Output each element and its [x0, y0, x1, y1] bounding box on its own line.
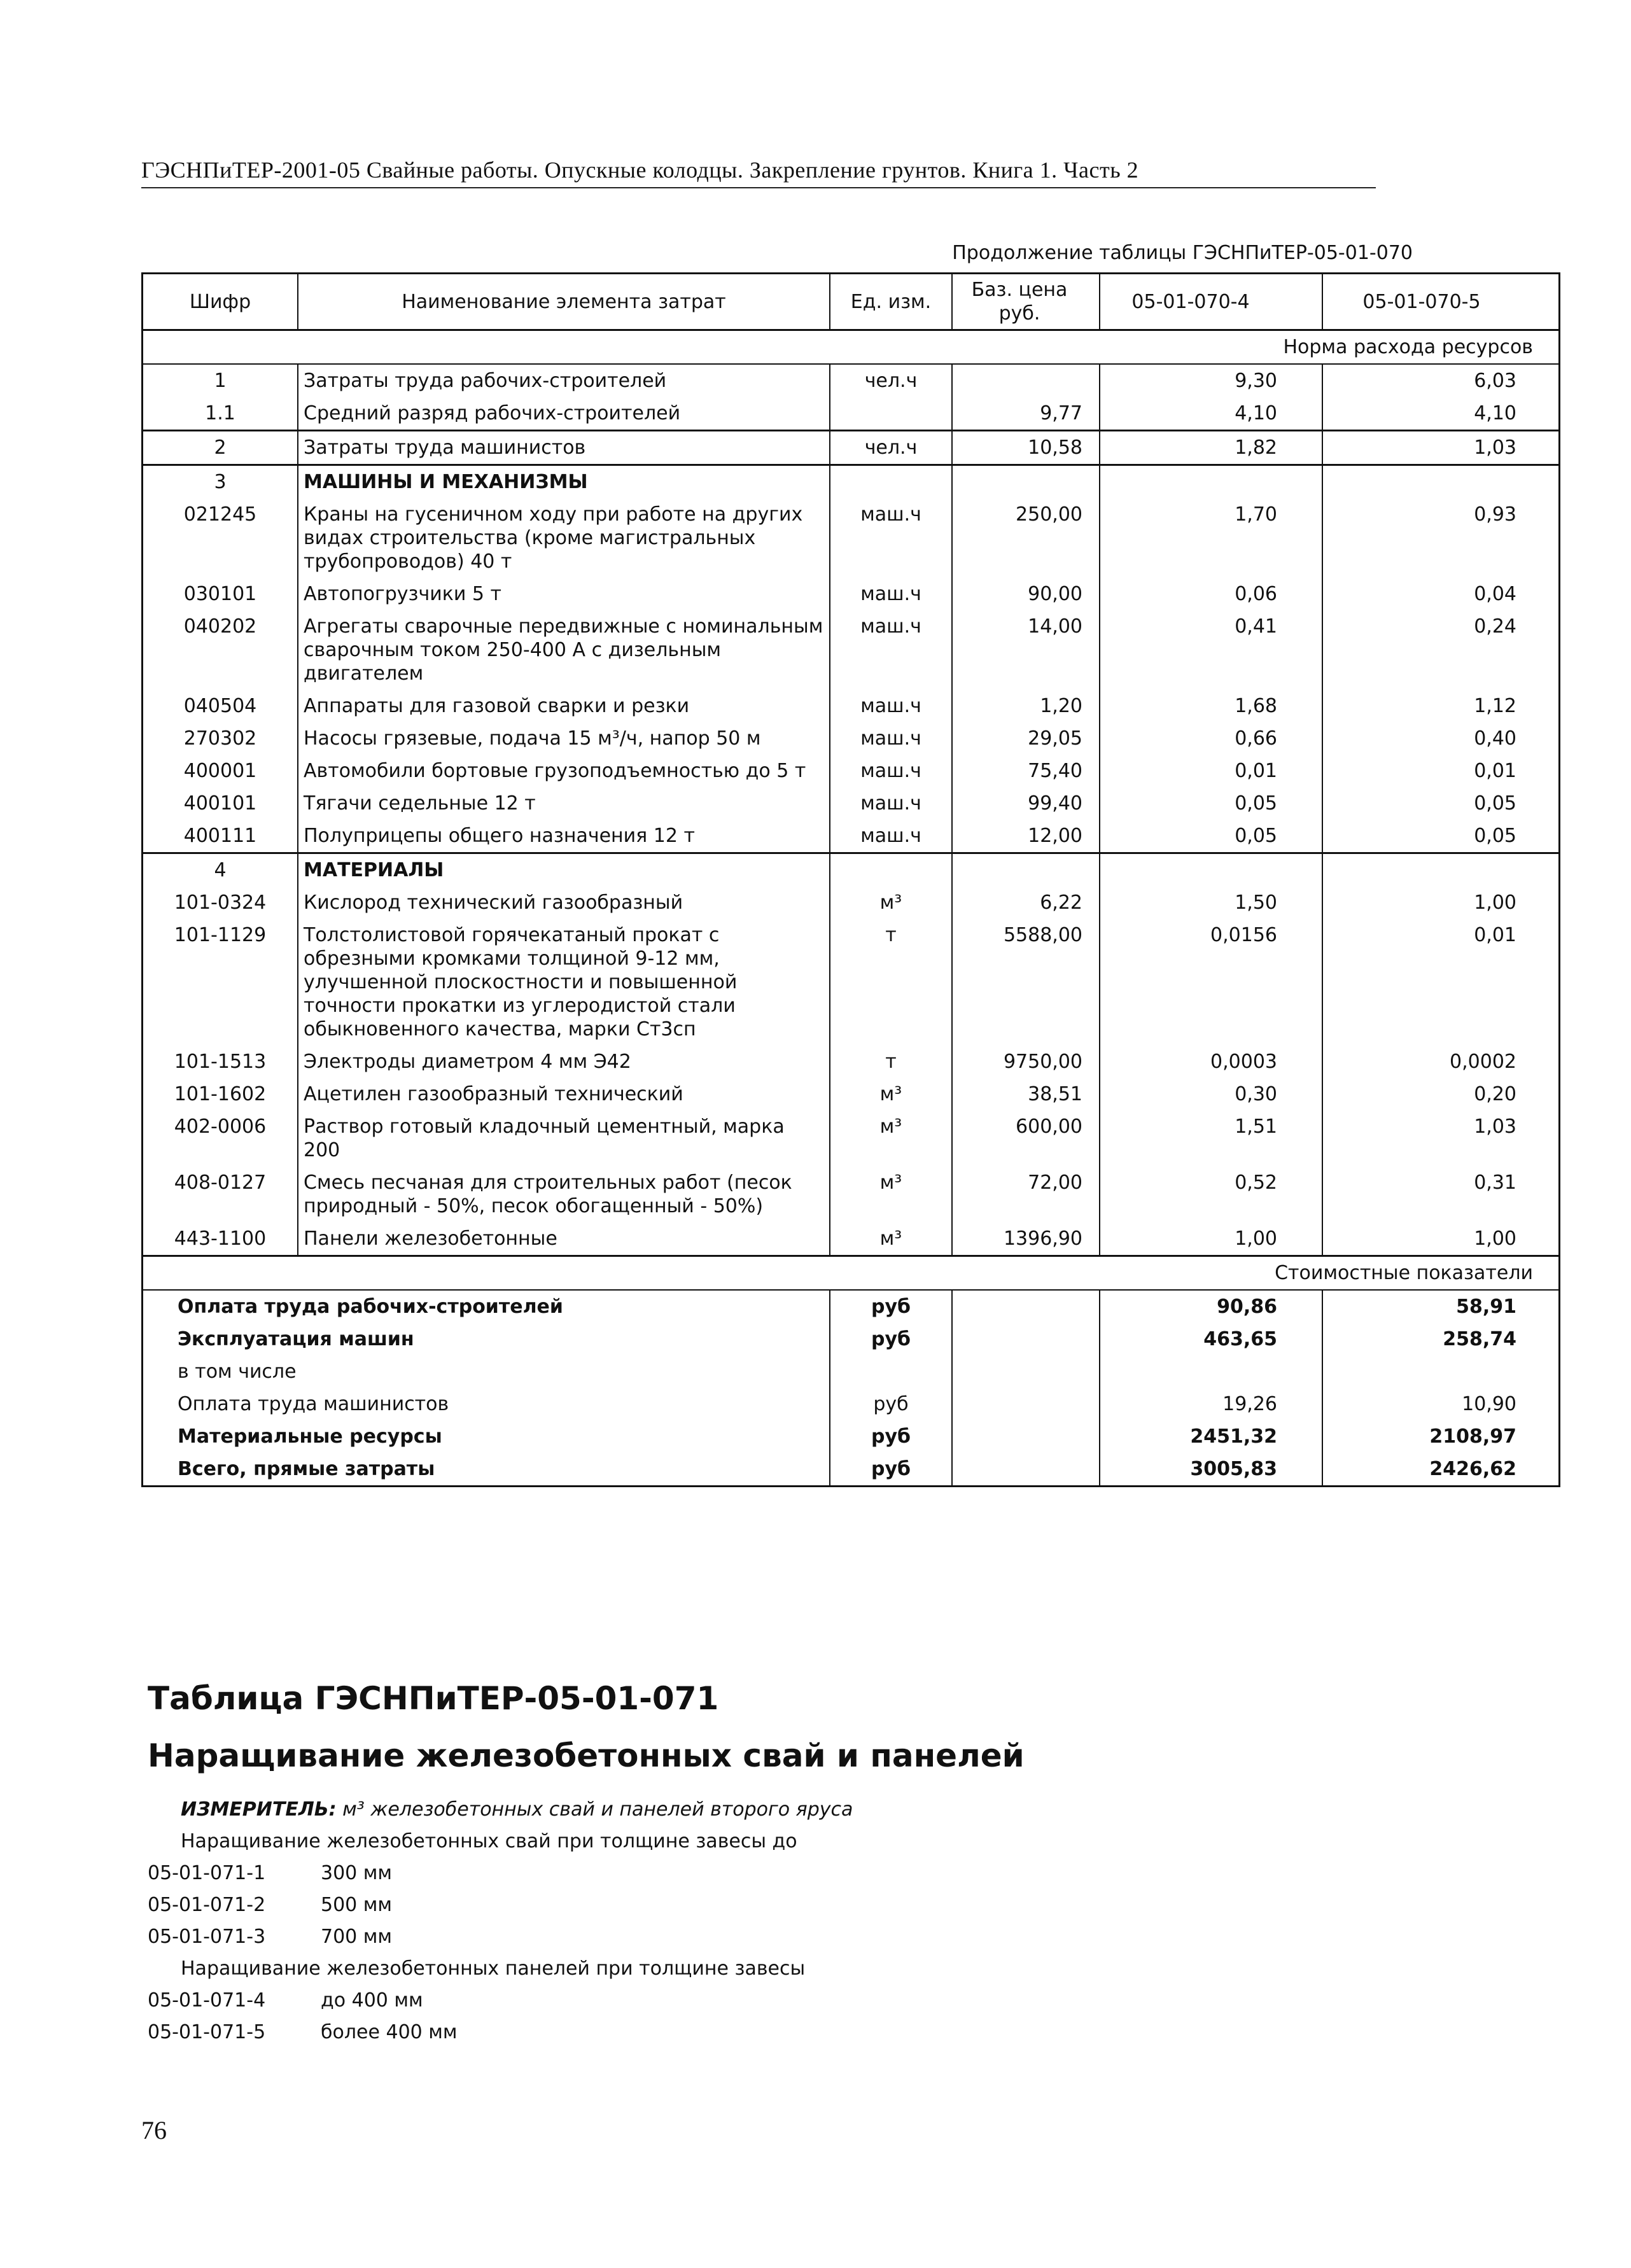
section-row-machines: [143, 465, 1560, 499]
table-row: [143, 690, 1560, 722]
row-unit: [830, 397, 952, 431]
table-row: [143, 1166, 1560, 1222]
cost-value-5: 2426,62: [1322, 1453, 1560, 1487]
page-number: 76: [141, 2116, 167, 2145]
row-value-5: 0,31: [1322, 1166, 1560, 1222]
row-price: 90,00: [952, 578, 1100, 610]
row-price: 1396,90: [952, 1222, 1100, 1256]
cost-label: Оплата труда рабочих-строителей: [178, 1296, 563, 1318]
table-row: [143, 1110, 1560, 1166]
row-value-5: 1,03: [1322, 1110, 1560, 1166]
column-header-code: Шифр: [143, 274, 298, 330]
row-name: Автомобили бортовые грузоподъемностью до 5 т: [298, 755, 830, 787]
column-header-070-4: 05-01-070-4: [1100, 274, 1322, 330]
row-value-5: 0,0002: [1322, 1046, 1560, 1078]
row-value-4: 1,51: [1100, 1110, 1322, 1166]
row-code: 400001: [183, 760, 257, 782]
row-value-5: 6,03: [1322, 364, 1560, 397]
row-price: [952, 364, 1100, 397]
cost-row: [143, 1323, 1560, 1355]
table-row: [143, 610, 1560, 690]
row-value-4: 1,68: [1100, 690, 1322, 722]
row-price: 12,00: [952, 820, 1100, 853]
row-value-5: 4,10: [1322, 397, 1560, 431]
row-code: 101-1129: [174, 924, 267, 946]
running-header: ГЭСНПиТЕР-2001-05 Свайные работы. Опускные колодцы. Закрепление грунтов. Книга 1. Часть 2: [141, 157, 1376, 188]
row-price: 9,77: [952, 397, 1100, 431]
row-name: Аппараты для газовой сварки и резки: [298, 690, 830, 722]
row-value-5: 0,20: [1322, 1078, 1560, 1110]
cost-value-5: 2108,97: [1322, 1420, 1560, 1453]
section-code: 4: [143, 853, 298, 887]
norm-subheader-row: [143, 330, 1560, 365]
cost-value-5: 10,90: [1322, 1388, 1560, 1420]
row-name: Раствор готовый кладочный цементный, марка 200: [298, 1110, 830, 1166]
table-row: [143, 1046, 1560, 1078]
cost-label: в том числе: [178, 1361, 297, 1383]
row-unit: маш.ч: [830, 755, 952, 787]
row-price: 38,51: [952, 1078, 1100, 1110]
cost-value-4: 2451,32: [1100, 1420, 1322, 1453]
row-name: Затраты труда машинистов: [298, 431, 830, 465]
item-text: 700 мм: [321, 1926, 393, 1948]
row-code: 400111: [183, 825, 257, 847]
table-row: [143, 1078, 1560, 1110]
row-value-4: 0,06: [1100, 578, 1322, 610]
row-unit: м³: [830, 1078, 952, 1110]
row-unit: маш.ч: [830, 690, 952, 722]
column-header-price: Баз. цена руб.: [952, 274, 1100, 330]
row-price: 600,00: [952, 1110, 1100, 1166]
row-value-5: 0,01: [1322, 919, 1560, 1046]
row-name: Автопогрузчики 5 т: [298, 578, 830, 610]
row-price: 5588,00: [952, 919, 1100, 1046]
item-code: 05-01-071-2: [148, 1894, 266, 1916]
row-name: Средний разряд рабочих-строителей: [298, 397, 830, 431]
row-value-5: 0,04: [1322, 578, 1560, 610]
row-name: Кислород технический газообразный: [298, 886, 830, 919]
item-code: 05-01-071-1: [148, 1862, 266, 1884]
cost-subheader-row: [143, 1256, 1560, 1291]
row-code: 1.1: [205, 402, 235, 424]
cost-row: [143, 1388, 1560, 1420]
item-text: 500 мм: [321, 1894, 393, 1916]
row-value-4: 0,01: [1100, 755, 1322, 787]
column-header-unit: Ед. изм.: [830, 274, 952, 330]
cost-unit: руб: [830, 1323, 952, 1355]
table-row: [143, 431, 1560, 465]
item-code: 05-01-071-3: [148, 1926, 266, 1948]
row-price: 1,20: [952, 690, 1100, 722]
row-value-4: 0,30: [1100, 1078, 1322, 1110]
row-code: 101-1513: [174, 1051, 267, 1073]
row-price: 6,22: [952, 886, 1100, 919]
table-continuation-label: Продолжение таблицы ГЭСНПиТЕР-05-01-070: [952, 242, 1413, 264]
row-code: 040202: [183, 615, 257, 638]
row-unit: маш.ч: [830, 498, 952, 578]
table-row: [143, 787, 1560, 820]
row-value-4: 1,70: [1100, 498, 1322, 578]
item-text: до 400 мм: [321, 1989, 423, 2012]
row-name: Тягачи седельные 12 т: [298, 787, 830, 820]
row-code: 270302: [183, 727, 257, 750]
cost-value-4: 90,86: [1100, 1290, 1322, 1323]
item-code: 05-01-071-5: [148, 2021, 266, 2043]
row-value-5: 0,01: [1322, 755, 1560, 787]
row-code: 1: [214, 370, 227, 392]
cost-unit: руб: [830, 1453, 952, 1487]
row-unit: м³: [830, 1222, 952, 1256]
table-row: [143, 397, 1560, 431]
cost-value-4: 3005,83: [1100, 1453, 1322, 1487]
row-name: Ацетилен газообразный технический: [298, 1078, 830, 1110]
row-code: 101-0324: [174, 892, 267, 914]
column-header-070-5: 05-01-070-5: [1322, 274, 1560, 330]
row-price: 9750,00: [952, 1046, 1100, 1078]
resource-norms-table: [141, 272, 1560, 1487]
cost-unit: руб: [830, 1388, 952, 1420]
row-value-4: 0,52: [1100, 1166, 1322, 1222]
table-row: [143, 886, 1560, 919]
group-heading: Наращивание железобетонных свай при толщине завесы до: [181, 1830, 797, 1852]
row-name: Панели железобетонные: [298, 1222, 830, 1256]
item-code: 05-01-071-4: [148, 1989, 266, 2012]
section-title: МАТЕРИАЛЫ: [298, 853, 830, 887]
row-unit: маш.ч: [830, 722, 952, 755]
next-table-subtitle: Наращивание железобетонных свай и панелей: [148, 1737, 1025, 1774]
cost-value-5: 258,74: [1322, 1323, 1560, 1355]
cost-label: Эксплуатация машин: [178, 1328, 414, 1350]
column-header-name: Наименование элемента затрат: [298, 274, 830, 330]
cost-value-5: 58,91: [1322, 1290, 1560, 1323]
cost-row: [143, 1420, 1560, 1453]
row-value-5: 1,00: [1322, 886, 1560, 919]
row-value-5: 1,00: [1322, 1222, 1560, 1256]
next-table-title: Таблица ГЭСНПиТЕР-05-01-071: [148, 1680, 719, 1717]
section-title: МАШИНЫ И МЕХАНИЗМЫ: [298, 465, 830, 499]
row-unit: м³: [830, 886, 952, 919]
table-row: [143, 578, 1560, 610]
table-row: [143, 755, 1560, 787]
row-value-4: 0,05: [1100, 820, 1322, 853]
row-unit: м³: [830, 1166, 952, 1222]
row-name: Смесь песчаная для строительных работ (песок природный - 50%, песок обогащенный - 50%): [298, 1166, 830, 1222]
row-unit: маш.ч: [830, 787, 952, 820]
row-value-5: 0,05: [1322, 787, 1560, 820]
row-code: 443-1100: [174, 1228, 267, 1250]
row-unit: маш.ч: [830, 610, 952, 690]
item-text: более 400 мм: [321, 2021, 458, 2043]
row-value-4: 0,66: [1100, 722, 1322, 755]
cost-value-4: 463,65: [1100, 1323, 1322, 1355]
row-value-5: 0,24: [1322, 610, 1560, 690]
row-value-5: 1,12: [1322, 690, 1560, 722]
section-row-materials: [143, 853, 1560, 887]
row-value-4: 0,0003: [1100, 1046, 1322, 1078]
row-price: 99,40: [952, 787, 1100, 820]
section-code: 3: [143, 465, 298, 499]
measure-label: ИЗМЕРИТЕЛЬ:: [181, 1798, 337, 1821]
row-code: 402-0006: [174, 1116, 267, 1138]
cost-label: Материальные ресурсы: [178, 1425, 442, 1448]
cost-value-4: 19,26: [1100, 1388, 1322, 1420]
cost-row: [143, 1355, 1560, 1388]
table-row: [143, 919, 1560, 1046]
row-unit: маш.ч: [830, 820, 952, 853]
row-value-5: 0,40: [1322, 722, 1560, 755]
row-code: 101-1602: [174, 1083, 267, 1105]
table-row: [143, 722, 1560, 755]
row-value-4: 9,30: [1100, 364, 1322, 397]
row-unit: м³: [830, 1110, 952, 1166]
row-value-4: 4,10: [1100, 397, 1322, 431]
row-code: 400101: [183, 792, 257, 815]
row-price: 250,00: [952, 498, 1100, 578]
cost-unit: руб: [830, 1290, 952, 1323]
norm-subheader: Норма расхода ресурсов: [143, 330, 1560, 365]
row-value-4: 0,05: [1100, 787, 1322, 820]
row-price: 29,05: [952, 722, 1100, 755]
measure-text: м³ железобетонных свай и панелей второго яруса: [342, 1798, 853, 1821]
row-value-4: 1,00: [1100, 1222, 1322, 1256]
cost-label: Оплата труда машинистов: [178, 1393, 449, 1415]
row-code: 2: [143, 431, 298, 465]
row-unit: чел.ч: [830, 431, 952, 465]
row-name: Насосы грязевые, подача 15 м³/ч, напор 50 м: [298, 722, 830, 755]
row-name: Электроды диаметром 4 мм Э42: [298, 1046, 830, 1078]
cost-label: Всего, прямые затраты: [178, 1458, 435, 1480]
cost-row: [143, 1453, 1560, 1487]
row-name: Агрегаты сварочные передвижные с номинальным сварочным током 250-400 А с дизельным двигателем: [298, 610, 830, 690]
table-row: [143, 364, 1560, 397]
row-code: 408-0127: [174, 1172, 267, 1194]
row-unit: маш.ч: [830, 578, 952, 610]
group-heading: Наращивание железобетонных панелей при толщине завесы: [181, 1957, 806, 1980]
item-text: 300 мм: [321, 1862, 393, 1884]
row-price: 75,40: [952, 755, 1100, 787]
row-price: 72,00: [952, 1166, 1100, 1222]
row-price: 14,00: [952, 610, 1100, 690]
row-value-5: 0,05: [1322, 820, 1560, 853]
row-value-5: 0,93: [1322, 498, 1560, 578]
row-value-4: 1,82: [1100, 431, 1322, 465]
measure-line: [181, 1798, 853, 1821]
row-value-4: 0,0156: [1100, 919, 1322, 1046]
row-name: Затраты труда рабочих-строителей: [298, 364, 830, 397]
table-row: [143, 498, 1560, 578]
row-value-4: 0,41: [1100, 610, 1322, 690]
row-price: 10,58: [952, 431, 1100, 465]
row-name: Толстолистовой горячекатаный прокат с обрезными кромками толщиной 9-12 мм, улучшенной плоскостности и повышенной точности прокатки из углеродистой стали обыкновенного качества, марки Ст3сп: [298, 919, 830, 1046]
cost-unit: руб: [830, 1420, 952, 1453]
table-row: [143, 1222, 1560, 1256]
row-code: 030101: [183, 583, 257, 605]
cost-subheader: Стоимостные показатели: [143, 1256, 1560, 1291]
table-row: [143, 820, 1560, 853]
row-name: Краны на гусеничном ходу при работе на других видах строительства (кроме магистральных трубопроводов) 40 т: [298, 498, 830, 578]
row-code: 021245: [183, 503, 257, 526]
table-header-row: [143, 274, 1560, 330]
cost-row: [143, 1290, 1560, 1323]
row-code: 040504: [183, 695, 257, 717]
row-unit: т: [830, 1046, 952, 1078]
row-unit: т: [830, 919, 952, 1046]
row-value-4: 1,50: [1100, 886, 1322, 919]
row-unit: чел.ч: [830, 364, 952, 397]
row-name: Полуприцепы общего назначения 12 т: [298, 820, 830, 853]
row-value-5: 1,03: [1322, 431, 1560, 465]
